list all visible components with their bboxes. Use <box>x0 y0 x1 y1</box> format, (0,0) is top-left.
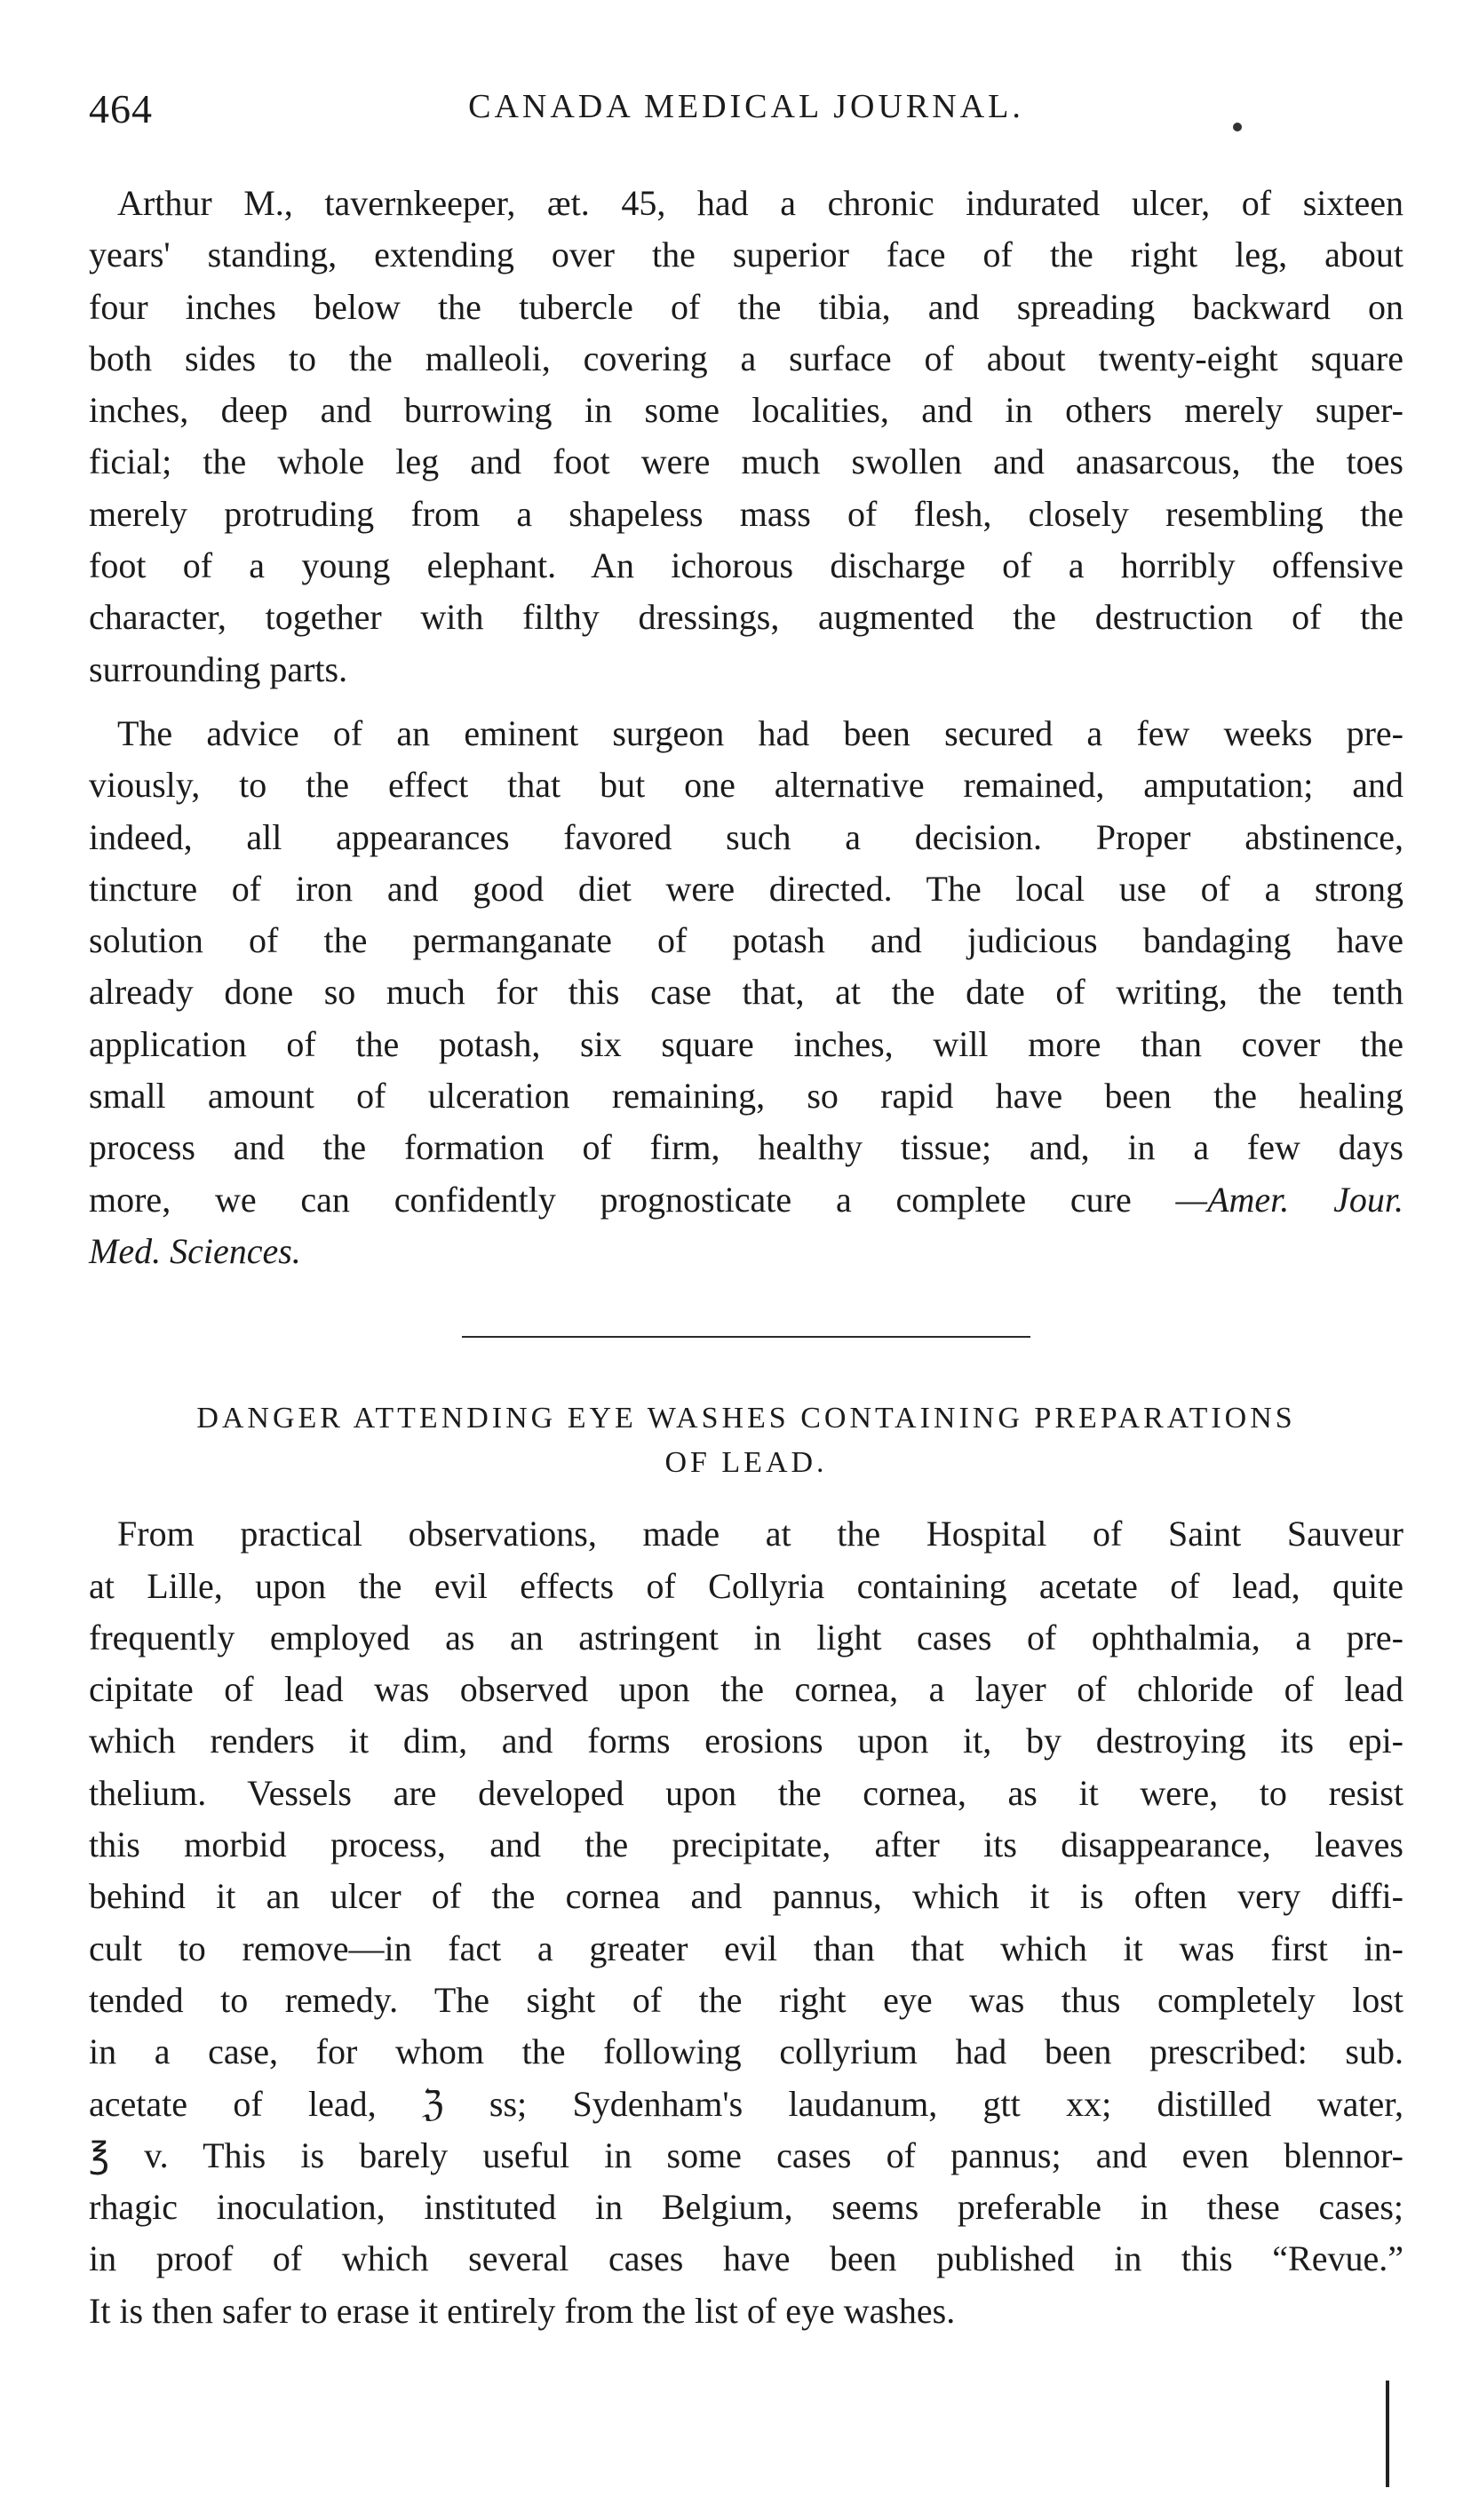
text-line: foot of a young elephant. An ichorous discharge of a horribly offensive <box>89 545 1403 586</box>
text-line: small amount of ulceration remaining, so rapid have been the healing <box>89 1076 1403 1117</box>
text-line: tincture of iron and good diet were directed. The local use of a strong <box>89 868 1403 909</box>
text-line: in a case, for whom the following collyrium had been prescribed: sub. <box>89 2031 1403 2072</box>
text-line: this morbid process, and the precipitate, after its disappearance, leaves <box>89 1824 1403 1865</box>
running-head <box>89 85 1403 142</box>
section-divider <box>462 1336 1030 1338</box>
text-line: ficial; the whole leg and foot were much swollen and anasarcous, the toes <box>89 441 1403 482</box>
text-line: at Lille, upon the evil effects of Collyria containing acetate of lead, quite <box>89 1565 1403 1606</box>
text-line: acetate of lead, ℨ ss; Sydenham's laudanum, gtt xx; distilled water, <box>89 2083 1403 2124</box>
text-line: in proof of which several cases have been published in this “Revue.” <box>89 2238 1403 2279</box>
text-line: process and the formation of firm, healthy tissue; and, in a few days <box>89 1127 1403 1168</box>
text-line: indeed, all appearances favored such a decision. Proper abstinence, <box>89 816 1403 857</box>
text-line: Arthur M., tavernkeeper, æt. 45, had a chronic indurated ulcer, of sixteen <box>117 183 1403 223</box>
text-line-with-citation <box>89 1174 1403 1226</box>
journal-page <box>89 85 1403 2484</box>
text-line: The advice of an eminent surgeon had been secured a few weeks pre- <box>117 712 1403 753</box>
text-segment: more, we can confidently prognosticate a complete cure <box>89 1179 1132 1220</box>
text-line: ℥ v. This is barely useful in some cases of pannus; and even blennor- <box>89 2134 1403 2175</box>
text-line: behind it an ulcer of the cornea and pannus, which it is often very diffi- <box>89 1876 1403 1917</box>
text-line: both sides to the malleoli, covering a surface of about twenty-eight square <box>89 338 1403 378</box>
text-line: It is then safer to erase it entirely from the list of eye washes. <box>89 2290 956 2331</box>
text-line: already done so much for this case that, at the date of writing, the tenth <box>89 972 1403 1013</box>
citation-source-continued: Med. Sciences. <box>89 1230 301 1271</box>
text-line: rhagic inoculation, instituted in Belgium, seems preferable in these cases; <box>89 2187 1403 2228</box>
text-line: frequently employed as an astringent in light cases of ophthalmia, a pre- <box>89 1617 1403 1657</box>
text-line: solution of the permanganate of potash and judicious bandaging have <box>89 920 1403 961</box>
journal-title: CANADA MEDICAL JOURNAL. <box>468 88 1024 125</box>
article1-paragraph1 <box>89 178 1403 696</box>
text-line: From practical observations, made at the Hospital of Saint Sauveur <box>117 1514 1403 1554</box>
text-line: cult to remove—in fact a greater evil than that which it was first in- <box>89 1928 1403 1968</box>
text-line: years' standing, extending over the superior face of the right leg, about <box>89 235 1403 275</box>
text-line: tended to remedy. The sight of the right eye was thus completely lost <box>89 1979 1403 2020</box>
page-number: 464 <box>89 86 153 131</box>
text-line: viously, to the effect that but one alternative remained, amputation; and <box>89 765 1403 806</box>
heading-line: OF LEAD. <box>664 1446 828 1480</box>
text-line: cipitate of lead was observed upon the cornea, a layer of chloride of lead <box>89 1669 1403 1710</box>
text-line: application of the potash, six square inches, will more than cover the <box>89 1023 1403 1064</box>
article2-paragraph <box>89 1508 1403 2337</box>
text-line: four inches below the tubercle of the tibia, and spreading backward on <box>89 286 1403 327</box>
print-speck <box>1233 123 1242 131</box>
margin-mark <box>1386 2381 1389 2487</box>
text-line: which renders it dim, and forms erosions upon it, by destroying its epi- <box>89 1721 1403 1761</box>
article1-paragraph2 <box>89 708 1403 1277</box>
text-line: character, together with filthy dressings, augmented the destruction of the <box>89 597 1403 638</box>
heading-line: DANGER ATTENDING EYE WASHES CONTAINING PREPARATIONS <box>196 1402 1296 1435</box>
text-line: inches, deep and burrowing in some localities, and in others merely super- <box>89 390 1403 431</box>
citation-source: —Amer. Jour. <box>1175 1179 1403 1220</box>
text-line: merely protruding from a shapeless mass of flesh, closely resembling the <box>89 493 1403 534</box>
text-line: surrounding parts. <box>89 648 348 689</box>
article2-heading <box>89 1396 1403 1485</box>
text-line: thelium. Vessels are developed upon the cornea, as it were, to resist <box>89 1772 1403 1813</box>
